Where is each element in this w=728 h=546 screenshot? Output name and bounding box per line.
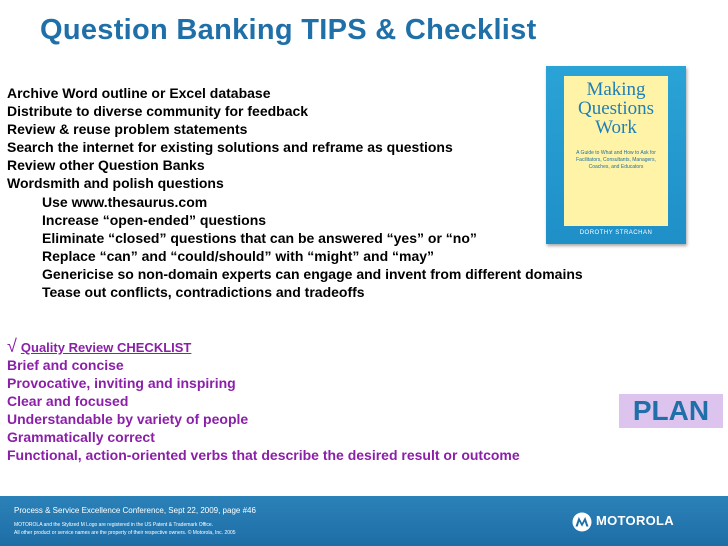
quality-checklist — [7, 336, 647, 464]
subtip-item: Genericise so non-domain experts can engage and invent from different domains — [42, 265, 583, 282]
checklist-item: Provocative, inviting and inspiring — [7, 375, 236, 391]
plan-badge: PLAN — [619, 394, 723, 428]
book-title: Making Questions Work — [578, 79, 654, 138]
book-author: DOROTHY STRACHAN — [579, 230, 653, 236]
subtip-item: Use www.thesaurus.com — [42, 193, 208, 210]
subtip-item: Eliminate “closed” questions that can be answered “yes” or “no” — [42, 229, 477, 246]
motorola-m-logo-icon — [572, 512, 592, 532]
checkmark-icon: √ — [7, 336, 17, 356]
footer-bar — [0, 496, 728, 546]
book-subtitle: A Guide to What and How to Ask for Facilitators, Consultants, Managers, Coaches, and Educators — [576, 150, 656, 170]
checklist-item: Brief and concise — [7, 357, 124, 373]
checklist-item: Understandable by variety of people — [7, 411, 249, 427]
checklist-heading-label: Quality Review CHECKLIST — [20, 340, 192, 355]
tip-item: Wordsmith and polish questions — [7, 175, 224, 192]
subtip-item: Tease out conflicts, contradictions and tradeoffs — [42, 284, 365, 301]
slide-title: Question Banking TIPS & Checklist — [40, 14, 537, 46]
legal-notice: All other product or service names are the property of their respective owners. © Motorola, Inc. 2005 — [14, 530, 236, 536]
book-cover-panel — [564, 76, 668, 226]
checklist-heading — [7, 336, 647, 356]
tip-item: Distribute to diverse community for feedback — [7, 103, 309, 120]
checklist-item: Grammatically correct — [7, 429, 155, 445]
brand-wordmark: MOTOROLA — [596, 513, 674, 528]
tip-item: Search the internet for existing solutions and reframe as questions — [7, 139, 453, 156]
tip-item: Archive Word outline or Excel database — [7, 85, 271, 101]
tip-item: Review other Question Banks — [7, 157, 205, 174]
tip-item: Review & reuse problem statements — [7, 121, 248, 138]
subtip-item: Increase “open-ended” questions — [42, 211, 267, 228]
book-cover-image — [546, 66, 686, 244]
subtip-item: Replace “can” and “could/should” with “might” and “may” — [42, 247, 435, 264]
legal-notice: MOTOROLA and the Stylized M Logo are registered in the US Patent & Trademark Office. — [14, 522, 214, 528]
checklist-item: Clear and focused — [7, 393, 129, 409]
conference-caption: Process & Service Excellence Conference, Sept 22, 2009, page #46 — [14, 506, 256, 515]
checklist-item: Functional, action-oriented verbs that describe the desired result or outcome — [7, 447, 520, 463]
